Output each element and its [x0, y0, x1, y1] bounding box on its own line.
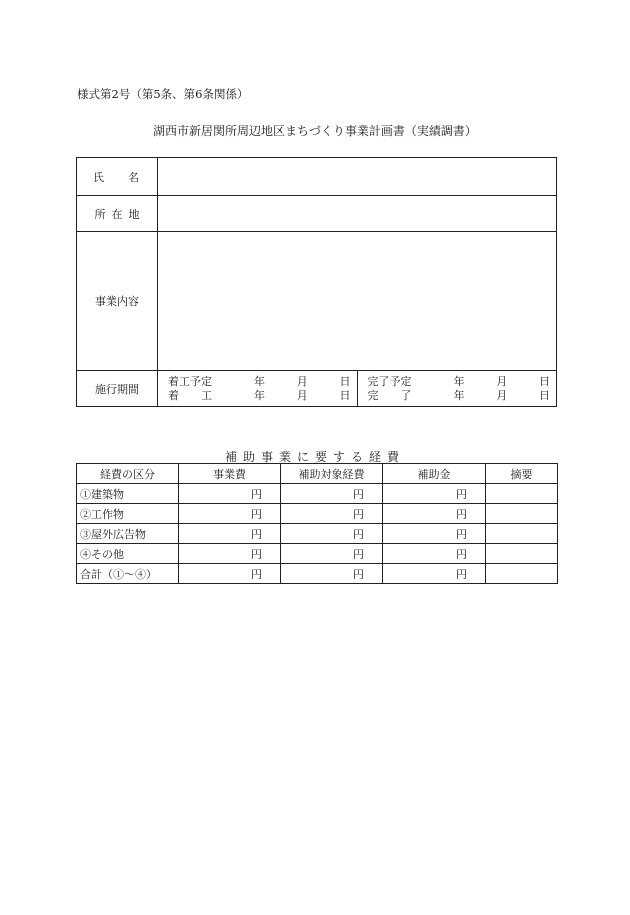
category-cell: ④その他 — [77, 544, 179, 564]
planned-end-line[interactable]: 完了予定 年 月 日 — [367, 374, 550, 388]
costs-header-row — [77, 464, 558, 484]
subsidy-cell[interactable]: 円 — [383, 484, 486, 504]
content-field[interactable] — [158, 232, 557, 371]
remarks-cell[interactable] — [486, 524, 558, 544]
name-row — [77, 158, 557, 196]
end-dates — [357, 371, 557, 406]
table-row — [77, 484, 558, 504]
category-cell: ②工作物 — [77, 504, 179, 524]
document-title: 湖西市新居関所周辺地区まちづくり事業計画書（実績調書） — [153, 124, 477, 138]
content-row — [77, 232, 557, 371]
start-dates — [158, 371, 357, 406]
address-row — [77, 196, 557, 232]
name-label: 氏 名 — [77, 158, 158, 196]
total-row — [77, 564, 558, 584]
eligible-cost-cell[interactable]: 円 — [281, 484, 383, 504]
column-header: 経費の区分 — [77, 464, 179, 484]
form-number: 様式第2号（第5条、第6条関係） — [77, 87, 249, 101]
table-row — [77, 524, 558, 544]
applicant-table — [76, 157, 557, 407]
subsidy-cell[interactable]: 円 — [383, 544, 486, 564]
remarks-cell[interactable] — [486, 484, 558, 504]
category-cell: ③屋外広告物 — [77, 524, 179, 544]
name-field[interactable] — [158, 158, 557, 196]
eligible-cost-cell[interactable]: 円 — [281, 564, 383, 584]
address-label: 所 在 地 — [77, 196, 158, 232]
category-cell: 合計（①〜④） — [77, 564, 179, 584]
eligible-cost-cell[interactable]: 円 — [281, 544, 383, 564]
category-cell: ①建築物 — [77, 484, 179, 504]
period-cell — [158, 371, 557, 407]
remarks-cell[interactable] — [486, 564, 558, 584]
period-label: 施行期間 — [77, 371, 158, 407]
column-header: 補助対象経費 — [281, 464, 383, 484]
table-row — [77, 504, 558, 524]
planned-start-line[interactable]: 着工予定 年 月 日 — [168, 374, 351, 388]
costs-title: 補助事業に要する経費 — [224, 450, 405, 464]
remarks-cell[interactable] — [486, 504, 558, 524]
project-cost-cell[interactable]: 円 — [179, 544, 281, 564]
subsidy-cell[interactable]: 円 — [383, 504, 486, 524]
subsidy-cell[interactable]: 円 — [383, 524, 486, 544]
project-cost-cell[interactable]: 円 — [179, 524, 281, 544]
column-header: 摘要 — [486, 464, 558, 484]
project-cost-cell[interactable]: 円 — [179, 484, 281, 504]
remarks-cell[interactable] — [486, 544, 558, 564]
eligible-cost-cell[interactable]: 円 — [281, 524, 383, 544]
column-header: 事業費 — [179, 464, 281, 484]
subsidy-cell[interactable]: 円 — [383, 564, 486, 584]
actual-start-line[interactable]: 着 工 年 月 日 — [168, 388, 351, 402]
address-field[interactable] — [158, 196, 557, 232]
period-row — [77, 371, 557, 407]
column-header: 補助金 — [383, 464, 486, 484]
table-row — [77, 544, 558, 564]
actual-end-line[interactable]: 完 了 年 月 日 — [367, 388, 550, 402]
content-label: 事業内容 — [77, 232, 158, 371]
costs-table — [76, 463, 558, 584]
eligible-cost-cell[interactable]: 円 — [281, 504, 383, 524]
project-cost-cell[interactable]: 円 — [179, 504, 281, 524]
project-cost-cell[interactable]: 円 — [179, 564, 281, 584]
